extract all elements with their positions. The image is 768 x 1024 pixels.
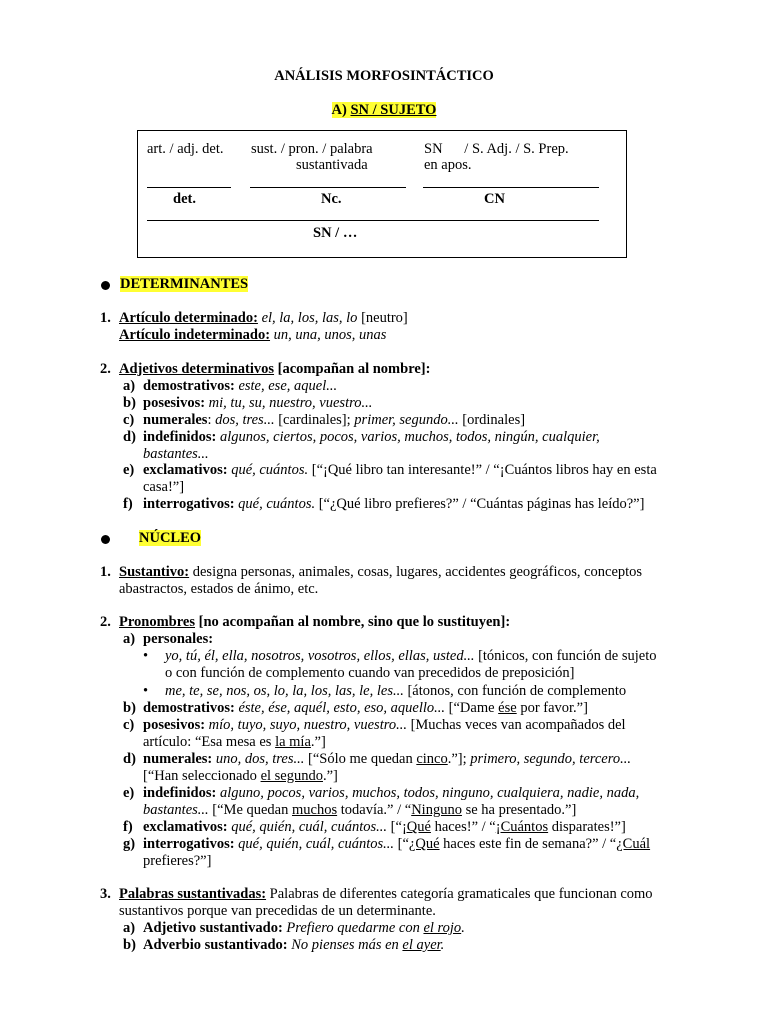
box-col2-line2: sustantivada xyxy=(296,157,368,173)
nuc-pb-letter: b) xyxy=(123,937,136,953)
det-f-letter: f) xyxy=(123,496,133,512)
det-c-letter: c) xyxy=(123,412,135,428)
nuc-b-letter: b) xyxy=(123,700,136,716)
box-sn: SN / … xyxy=(313,225,358,241)
det-d-indefinidos-cont: bastantes... xyxy=(143,446,209,462)
box-line-cn xyxy=(423,187,599,188)
nuc-f-letter: f) xyxy=(123,819,133,835)
det-e-letter: e) xyxy=(123,462,135,478)
nuc-a-tonicos: yo, tú, él, ella, nosotros, vosotros, ellos, ellas, usted... [tónicos, con función de sujeto xyxy=(165,648,657,664)
section-a-prefix: A) xyxy=(331,102,347,118)
nuc-e-indefinidos-cont: bastantes... [“Me quedan muchos todavía.” / “Ninguno se ha presentado.”] xyxy=(143,802,577,818)
det-a-demostrativos: demostrativos: este, ese, aquel... xyxy=(143,378,338,394)
box-col1: art. / adj. det. xyxy=(147,141,224,157)
nuc-a-atonos: me, te, se, nos, os, lo, la, los, las, le, les... [átonos, con función de complemento xyxy=(165,683,627,699)
det-a-letter: a) xyxy=(123,378,136,394)
nuc-d-numerales: numerales: uno, dos, tres... [“Sólo me quedan cinco.”]; primero, segundo, tercero... xyxy=(143,751,631,767)
box-line-sn xyxy=(147,220,599,221)
nuc-a-personales: personales: xyxy=(143,631,214,647)
box-col2-line1: sust. / pron. / palabra xyxy=(251,141,373,157)
box-nc: Nc. xyxy=(321,191,342,207)
nuc-a-bullet-2: • xyxy=(143,683,149,699)
nuc-pronombres: Pronombres [no acompañan al nombre, sino que lo sustituyen]: xyxy=(119,614,511,630)
box-line-det xyxy=(147,187,231,188)
nuc-c-posesivos-cont: artículo: “Esa mesa es la mía.”] xyxy=(143,734,326,750)
det-e-exclamativos-cont: casa!”] xyxy=(143,479,185,495)
bullet-determinantes xyxy=(101,281,110,290)
det-e-exclamativos: exclamativos: qué, cuántos. [“¡Qué libro tan interesante!” / “¡Cuántos libros hay en esta xyxy=(143,462,657,478)
nuc-palabras-sustantivadas-cont: sustantivos porque van precedidas de un determinante. xyxy=(119,903,436,919)
det-c-numerales: numerales: dos, tres... [cardinales]; primer, segundo... [ordinales] xyxy=(143,412,526,428)
det-item-1-number: 1. xyxy=(100,310,111,326)
section-a-label: SN / SUJETO xyxy=(350,102,437,118)
section-a-heading xyxy=(0,102,768,119)
nuc-b-demostrativos: demostrativos: éste, ése, aquél, esto, eso, aquello... [“Dame ése por favor.”] xyxy=(143,700,588,716)
determinantes-heading: DETERMINANTES xyxy=(120,276,249,292)
nuc-a-bullet-1: • xyxy=(143,648,149,664)
nuc-e-indefinidos: indefinidos: alguno, pocos, varios, muchos, todos, ninguno, cualquiera, nadie, nada, xyxy=(143,785,640,801)
box-det: det. xyxy=(173,191,196,207)
nuc-e-letter: e) xyxy=(123,785,135,801)
box-line-nc xyxy=(250,187,406,188)
nuc-item-3-number: 3. xyxy=(100,886,111,902)
box-col3-line1: SN / S. Adj. / S. Prep. xyxy=(424,141,569,157)
det-b-letter: b) xyxy=(123,395,136,411)
nucleo-heading: NÚCLEO xyxy=(139,530,202,546)
nuc-f-exclamativos: exclamativos: qué, quién, cuál, cuántos... [“¡Qué haces!” / “¡Cuántos disparates!”] xyxy=(143,819,626,835)
det-art-indeterminado: Artículo indeterminado: un, una, unos, unas xyxy=(119,327,387,343)
nuc-d-letter: d) xyxy=(123,751,136,767)
nuc-c-letter: c) xyxy=(123,717,135,733)
document-title: ANÁLISIS MORFOSINTÁCTICO xyxy=(274,68,494,84)
nuc-palabras-sustantivadas: Palabras sustantivadas: Palabras de diferentes categoría gramaticales que funcionan como xyxy=(119,886,653,902)
nuc-g-letter: g) xyxy=(123,836,136,852)
det-d-indefinidos: indefinidos: algunos, ciertos, pocos, varios, muchos, todos, ningún, cualquier, xyxy=(143,429,600,445)
nuc-item-2-number: 2. xyxy=(100,614,111,630)
nuc-sustantivo: Sustantivo: designa personas, animales, cosas, lugares, accidentes geográficos, conceptos xyxy=(119,564,643,580)
box-col3-line2: en apos. xyxy=(424,157,472,173)
nuc-c-posesivos: posesivos: mío, tuyo, suyo, nuestro, vuestro... [Muchas veces van acompañados del xyxy=(143,717,626,733)
box-cn: CN xyxy=(484,191,505,207)
det-item-2-number: 2. xyxy=(100,361,111,377)
nuc-sustantivo-cont: abastractos, estados de ánimo, etc. xyxy=(119,581,319,597)
bullet-nucleo xyxy=(101,535,110,544)
det-f-interrogativos: interrogativos: qué, cuántos. [“¿Qué libro prefieres?” / “Cuántas páginas has leído?”] xyxy=(143,496,645,512)
nuc-a-tonicos-cont: o con función de complemento cuando van precedidos de preposición] xyxy=(165,665,575,681)
nuc-pa-letter: a) xyxy=(123,920,136,936)
nuc-item-1-number: 1. xyxy=(100,564,111,580)
nuc-a-letter: a) xyxy=(123,631,136,647)
nuc-adverbio-sustantivado: Adverbio sustantivado: No pienses más en el ayer. xyxy=(143,937,445,953)
det-adj-determinativos: Adjetivos determinativos [acompañan al nombre]: xyxy=(119,361,431,377)
det-d-letter: d) xyxy=(123,429,136,445)
nuc-adjetivo-sustantivado: Adjetivo sustantivado: Prefiero quedarme con el rojo. xyxy=(143,920,465,936)
nuc-g-interrogativos: interrogativos: qué, quién, cuál, cuántos... [“¿Qué haces este fin de semana?” / “¿Cuál xyxy=(143,836,651,852)
det-art-determinado: Artículo determinado: el, la, los, las, lo [neutro] xyxy=(119,310,408,326)
det-b-posesivos: posesivos: mi, tu, su, nuestro, vuestro... xyxy=(143,395,373,411)
nuc-d-numerales-cont: [“Han seleccionado el segundo.”] xyxy=(143,768,338,784)
nuc-g-interrogativos-cont: prefieres?”] xyxy=(143,853,212,869)
